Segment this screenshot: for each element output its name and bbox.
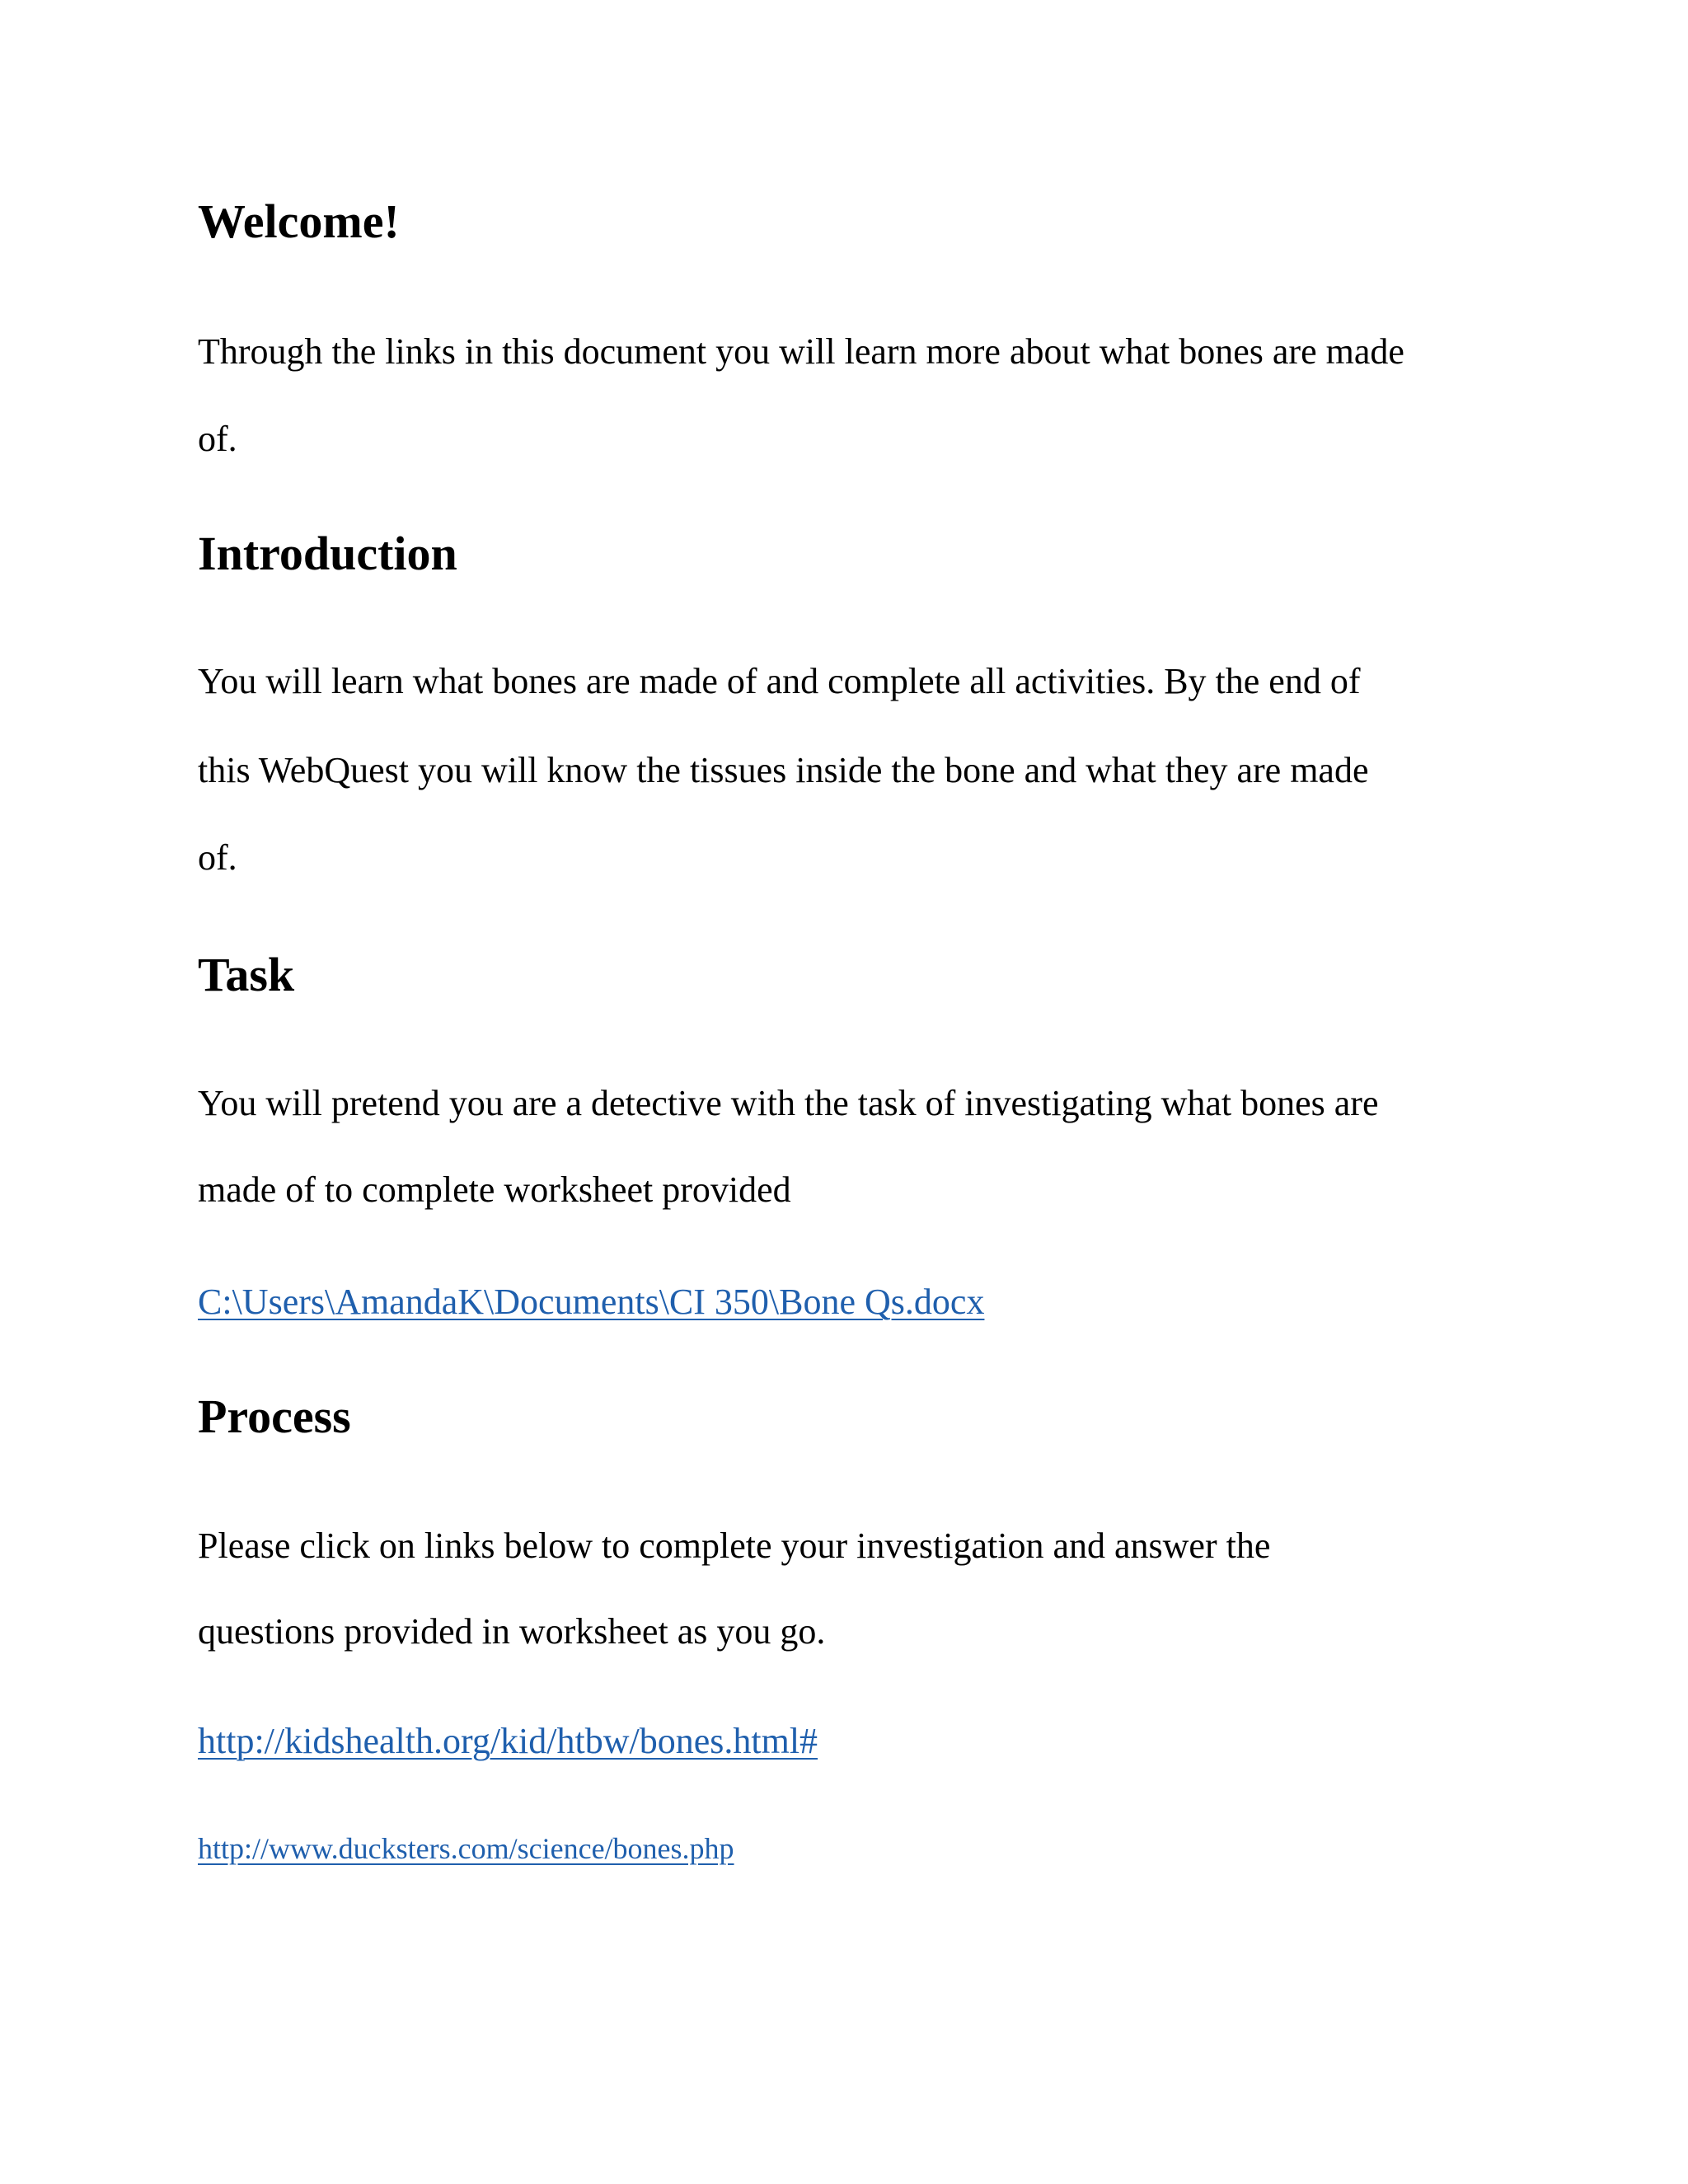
task-text-line-2: made of to complete worksheet provided — [198, 1169, 791, 1210]
welcome-text-line-2: of. — [198, 419, 237, 459]
process-heading: Process — [198, 1390, 351, 1443]
ducksters-link[interactable]: http://www.ducksters.com/science/bones.php — [198, 1832, 734, 1865]
task-text-line-1: You will pretend you are a detective with the task of investigating what bones are — [198, 1083, 1379, 1123]
welcome-text-line-1: Through the links in this document you will learn more about what bones are made — [198, 331, 1404, 372]
worksheet-file-link[interactable]: C:\Users\AmandaK\Documents\CI 350\Bone Qs.docx — [198, 1282, 985, 1322]
process-text-line-1: Please click on links below to complete your investigation and answer the — [198, 1526, 1271, 1566]
process-text-line-2: questions provided in worksheet as you go. — [198, 1611, 826, 1652]
introduction-text-line-1: You will learn what bones are made of and complete all activities. By the end of — [198, 661, 1361, 701]
kidshealth-link[interactable]: http://kidshealth.org/kid/htbw/bones.html# — [198, 1721, 818, 1761]
task-heading: Task — [198, 948, 295, 1001]
introduction-text-line-2: this WebQuest you will know the tissues inside the bone and what they are made — [198, 750, 1369, 790]
welcome-heading: Welcome! — [198, 194, 400, 248]
introduction-text-line-3: of. — [198, 837, 237, 878]
introduction-heading: Introduction — [198, 527, 457, 580]
